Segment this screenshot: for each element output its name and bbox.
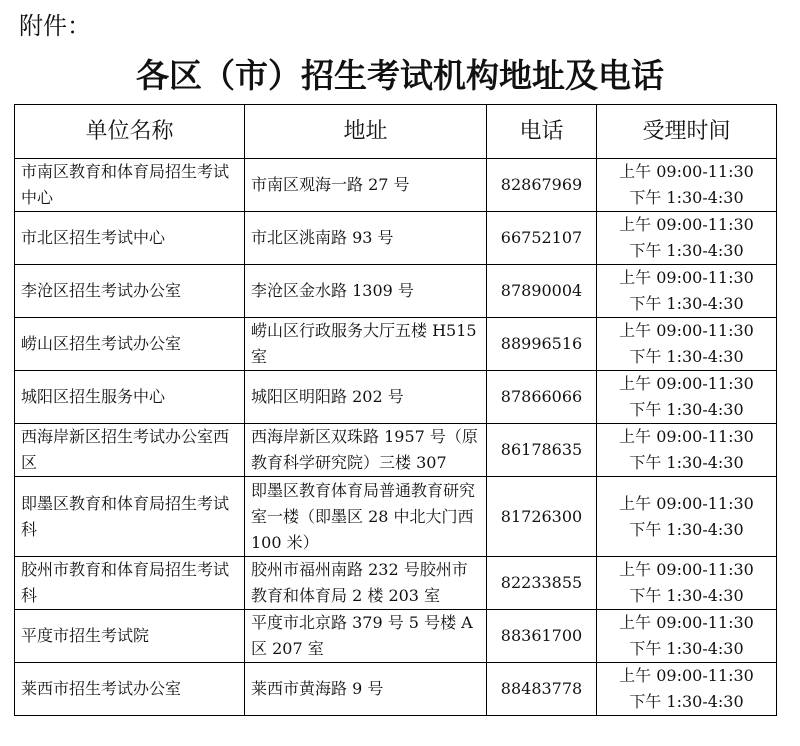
phone: 82233855	[487, 557, 597, 610]
header-unit-name: 单位名称	[15, 105, 245, 159]
table-row	[15, 318, 777, 371]
hours-am: 上午 09:00-11:30	[619, 268, 754, 287]
hours-pm: 下午 1:30-4:30	[629, 188, 744, 207]
hours-pm: 下午 1:30-4:30	[629, 241, 744, 260]
hours-am: 上午 09:00-11:30	[619, 374, 754, 393]
hours	[597, 265, 777, 318]
header-hours: 受理时间	[597, 105, 777, 159]
hours-am: 上午 09:00-11:30	[619, 493, 754, 513]
phone: 88483778	[487, 663, 597, 716]
table-row	[15, 159, 777, 212]
hours	[597, 424, 777, 477]
document-title: 各区（市）招生考试机构地址及电话	[136, 56, 664, 95]
unit-name: 西海岸新区招生考试办公室西区	[15, 424, 245, 477]
unit-name: 市南区教育和体育局招生考试中心	[15, 159, 245, 212]
unit-name: 李沧区招生考试办公室	[15, 265, 245, 318]
hours-pm: 下午 1:30-4:30	[629, 586, 744, 605]
hours-pm: 下午 1:30-4:30	[629, 453, 744, 472]
hours	[597, 371, 777, 424]
address: 城阳区明阳路 202 号	[245, 371, 487, 424]
table-row	[15, 477, 777, 557]
table-row	[15, 265, 777, 318]
header-address: 地址	[245, 105, 487, 159]
hours-am: 上午 09:00-11:30	[619, 613, 754, 632]
hours-pm: 下午 1:30-4:30	[629, 400, 744, 419]
hours-am: 上午 09:00-11:30	[619, 560, 754, 579]
address: 莱西市黄海路 9 号	[245, 663, 487, 716]
phone: 88361700	[487, 610, 597, 663]
table-row	[15, 212, 777, 265]
unit-name: 崂山区招生考试办公室	[15, 318, 245, 371]
table-row	[15, 610, 777, 663]
hours	[597, 557, 777, 610]
hours-am: 上午 09:00-11:30	[619, 321, 754, 340]
phone: 66752107	[487, 212, 597, 265]
hours	[597, 318, 777, 371]
hours-pm: 下午 1:30-4:30	[629, 347, 744, 366]
unit-name: 城阳区招生服务中心	[15, 371, 245, 424]
hours-pm: 下午 1:30-4:30	[629, 519, 744, 539]
hours-am: 上午 09:00-11:30	[619, 215, 754, 234]
hours-am: 上午 09:00-11:30	[619, 162, 754, 181]
hours	[597, 610, 777, 663]
unit-name: 即墨区教育和体育局招生考试科	[15, 477, 245, 557]
phone: 81726300	[487, 477, 597, 557]
phone: 82867969	[487, 159, 597, 212]
address: 即墨区教育体育局普通教育研究室一楼（即墨区 28 中北大门西 100 米）	[245, 477, 487, 557]
table-header-row	[15, 105, 777, 159]
table-row	[15, 424, 777, 477]
phone: 88996516	[487, 318, 597, 371]
phone: 87890004	[487, 265, 597, 318]
address: 胶州市福州南路 232 号胶州市教育和体育局 2 楼 203 室	[245, 557, 487, 610]
hours-pm: 下午 1:30-4:30	[629, 639, 744, 658]
address: 崂山区行政服务大厅五楼 H515 室	[245, 318, 487, 371]
address: 李沧区金水路 1309 号	[245, 265, 487, 318]
unit-name: 胶州市教育和体育局招生考试科	[15, 557, 245, 610]
hours-pm: 下午 1:30-4:30	[629, 294, 744, 313]
phone: 86178635	[487, 424, 597, 477]
office-table	[14, 104, 777, 716]
phone: 87866066	[487, 371, 597, 424]
table-row	[15, 663, 777, 716]
unit-name: 平度市招生考试院	[15, 610, 245, 663]
hours	[597, 663, 777, 716]
unit-name: 莱西市招生考试办公室	[15, 663, 245, 716]
attachment-label: 附件：	[19, 12, 91, 40]
hours	[597, 477, 777, 557]
unit-name: 市北区招生考试中心	[15, 212, 245, 265]
hours-am: 上午 09:00-11:30	[619, 666, 754, 685]
address: 西海岸新区双珠路 1957 号（原教育科学研究院）三楼 307	[245, 424, 487, 477]
address: 市南区观海一路 27 号	[245, 159, 487, 212]
hours	[597, 159, 777, 212]
address: 平度市北京路 379 号 5 号楼 A 区 207 室	[245, 610, 487, 663]
address: 市北区洮南路 93 号	[245, 212, 487, 265]
hours-am: 上午 09:00-11:30	[619, 427, 754, 446]
header-phone: 电话	[487, 105, 597, 159]
hours-pm: 下午 1:30-4:30	[629, 692, 744, 711]
hours	[597, 212, 777, 265]
table-row	[15, 371, 777, 424]
table-row	[15, 557, 777, 610]
